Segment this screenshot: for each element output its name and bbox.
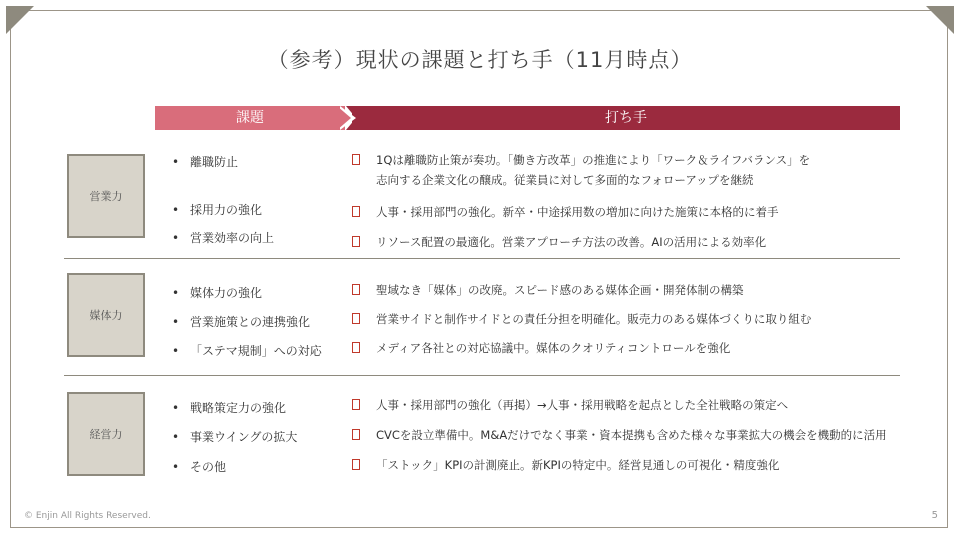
- section-label-media: 媒体力: [67, 273, 145, 357]
- issue-item: • その他: [172, 460, 227, 474]
- section-label-sales: 営業力: [67, 154, 145, 238]
- issue-item: • 営業効率の向上: [172, 231, 275, 245]
- issue-item: • 「ステマ規制」への対応: [172, 344, 322, 358]
- checkbox-icon: [352, 342, 360, 353]
- action-item: 1Qは離職防止策が奏功。「働き方改革」の推進により「ワーク＆ライフバランス」を 志向する企業文化の醸成。従業員に対して多面的なフォローアップを継続: [352, 150, 810, 190]
- header-issues: 課題: [155, 106, 345, 130]
- action-item: CVCを設立準備中。M&Aだけでなく事業・資本提携も含めた様々な事業拡大の機会を機動的に活用: [352, 425, 887, 445]
- header-arrow-icon: [337, 106, 351, 130]
- checkbox-icon: [352, 429, 360, 440]
- checkbox-icon: [352, 206, 360, 217]
- action-item: 聖域なき「媒体」の改廃。スピード感のある媒体企画・開発体制の構築: [352, 280, 744, 300]
- action-item: 人事・採用部門の強化。新卒・中途採用数の増加に向けた施策に本格的に着手: [352, 202, 779, 222]
- page-number: 5: [931, 510, 938, 521]
- action-item: メディア各社との対応協議中。媒体のクオリティコントロールを強化: [352, 338, 730, 358]
- issue-item: • 媒体力の強化: [172, 286, 263, 300]
- checkbox-icon: [352, 459, 360, 470]
- checkbox-icon: [352, 154, 360, 165]
- corner-decoration-top-right: [926, 6, 954, 34]
- issue-item: • 離職防止: [172, 155, 239, 169]
- action-item: 「ストック」KPIの計測廃止。新KPIの特定中。経営見通しの可視化・精度強化: [352, 455, 779, 475]
- slide-frame: [10, 10, 948, 528]
- footer-copyright: © Enjin All Rights Reserved.: [24, 511, 151, 521]
- issue-item: • 事業ウイングの拡大: [172, 430, 298, 444]
- issue-item: • 採用力の強化: [172, 203, 263, 217]
- action-item: 営業サイドと制作サイドとの責任分担を明確化。販売力のある媒体づくりに取り組む: [352, 309, 811, 329]
- corner-decoration-top-left: [6, 6, 34, 34]
- issue-item: • 戦略策定力の強化: [172, 401, 287, 415]
- checkbox-icon: [352, 236, 360, 247]
- action-item: 人事・採用部門の強化（再掲）→人事・採用戦略を起点とした全社戦略の策定へ: [352, 395, 788, 415]
- action-item: リソース配置の最適化。営業アプローチ方法の改善。AIの活用による効率化: [352, 232, 766, 252]
- section-divider: [64, 258, 900, 259]
- checkbox-icon: [352, 313, 360, 324]
- section-divider: [64, 375, 900, 376]
- section-label-management: 経営力: [67, 392, 145, 476]
- header-actions: 打ち手: [352, 106, 900, 130]
- checkbox-icon: [352, 399, 360, 410]
- issue-item: • 営業施策との連携強化: [172, 315, 311, 329]
- checkbox-icon: [352, 284, 360, 295]
- slide-title: （参考）現状の課題と打ち手（11月時点）: [267, 48, 693, 72]
